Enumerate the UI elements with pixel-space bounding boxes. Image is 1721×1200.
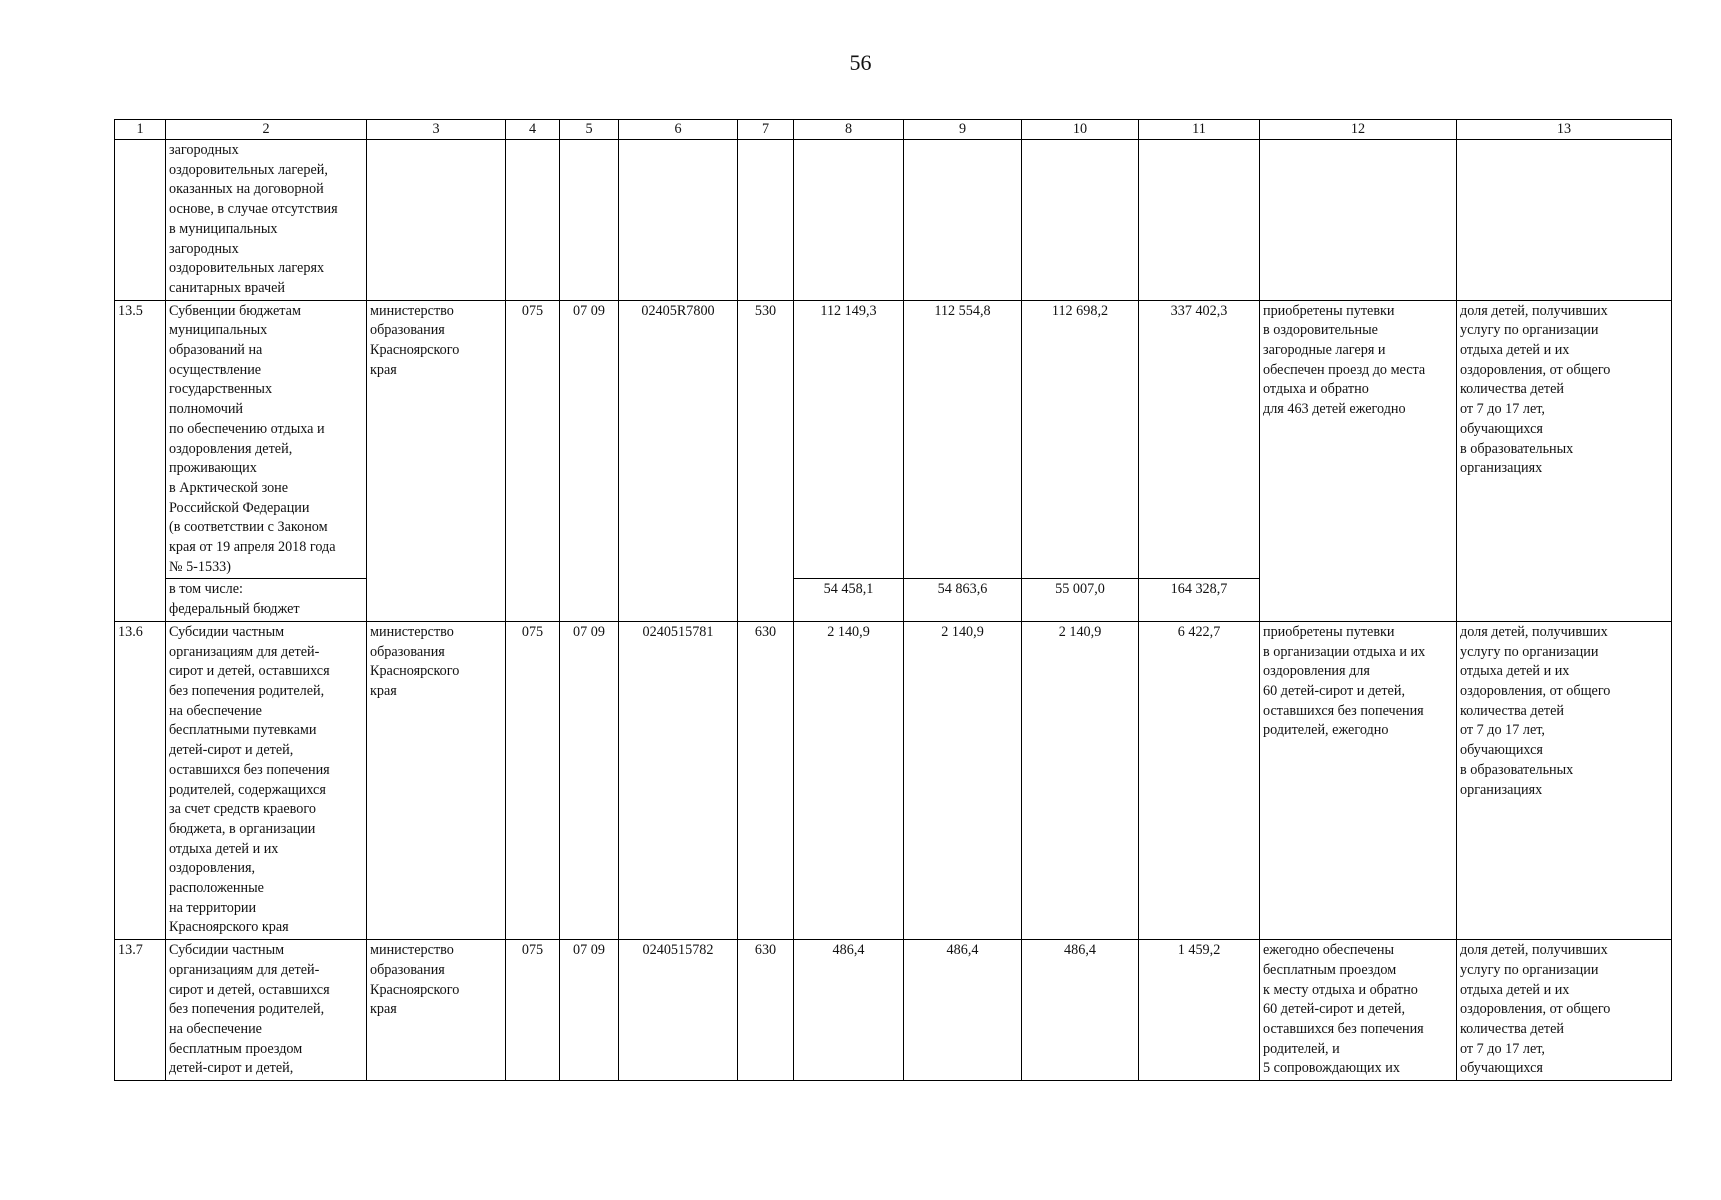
program-table (114, 119, 1672, 1081)
expected-result: ежегодно обеспечены бесплатным проездом к месту отдыха и обратно 60 детей-сирот и детей, оставшихся без попечения родителей, и 5 сопровождающих их (1260, 940, 1457, 1081)
code-empty (506, 579, 560, 621)
indicator: доля детей, получивших услугу по организации отдыха детей и их оздоровления, от общего количества детей от 7 до 17 лет, обучающихся в образовательных организациях (1457, 621, 1672, 939)
header-cell: 6 (619, 120, 738, 140)
value-total (1139, 140, 1260, 301)
header-cell: 12 (1260, 120, 1457, 140)
page-number: 56 (849, 50, 872, 75)
code-rzpr: 07 09 (560, 300, 619, 579)
value-year-3: 112 698,2 (1022, 300, 1139, 579)
code-csr: 02405R7800 (619, 300, 738, 579)
value-total: 337 402,3 (1139, 300, 1260, 579)
value-year-2: 112 554,8 (904, 300, 1022, 579)
agency-empty (367, 579, 506, 621)
value-year-3 (1022, 140, 1139, 301)
expected-result: приобретены путевки в оздоровительные загородные лагеря и обеспечен проезд до места отдыха и обратно для 463 детей ежегодно (1260, 300, 1457, 579)
code-vr: 630 (738, 940, 794, 1081)
value-total: 164 328,7 (1139, 579, 1260, 621)
header-cell: 13 (1457, 120, 1672, 140)
code-empty (560, 579, 619, 621)
indicator: доля детей, получивших услугу по организации отдыха детей и их оздоровления, от общего количества детей от 7 до 17 лет, обучающихся (1457, 940, 1672, 1081)
code-csr: 0240515782 (619, 940, 738, 1081)
header-row (115, 120, 1672, 140)
code-vr: 530 (738, 300, 794, 579)
indicator (1457, 140, 1672, 301)
table-row (115, 940, 1672, 1081)
value-year-1: 2 140,9 (794, 621, 904, 939)
agency: министерство образования Красноярского края (367, 621, 506, 939)
code-grbs: 075 (506, 940, 560, 1081)
table-row (115, 621, 1672, 939)
code-empty (619, 579, 738, 621)
code-grbs: 075 (506, 300, 560, 579)
value-year-1: 54 458,1 (794, 579, 904, 621)
value-year-2 (904, 140, 1022, 301)
result-empty (1260, 579, 1457, 621)
row-number-empty (115, 579, 166, 621)
header-cell: 8 (794, 120, 904, 140)
table-row (115, 140, 1672, 301)
header-cell: 2 (166, 120, 367, 140)
header-cell: 11 (1139, 120, 1260, 140)
code-csr (619, 140, 738, 301)
header-cell: 10 (1022, 120, 1139, 140)
value-year-1: 112 149,3 (794, 300, 904, 579)
row-number: 13.6 (115, 621, 166, 939)
subrow-name: в том числе: федеральный бюджет (166, 579, 367, 621)
code-csr: 0240515781 (619, 621, 738, 939)
header-cell: 7 (738, 120, 794, 140)
row-number: 13.7 (115, 940, 166, 1081)
code-vr: 630 (738, 621, 794, 939)
header-cell: 1 (115, 120, 166, 140)
value-year-3: 55 007,0 (1022, 579, 1139, 621)
value-year-3: 2 140,9 (1022, 621, 1139, 939)
header-cell: 4 (506, 120, 560, 140)
code-rzpr: 07 09 (560, 940, 619, 1081)
code-grbs (506, 140, 560, 301)
row-number (115, 140, 166, 301)
measure-name: загородных оздоровительных лагерей, оказанных на договорной основе, в случае отсутствия в муниципальных загородных оздоровительных лагерях санитарных врачей (166, 140, 367, 301)
header-cell: 5 (560, 120, 619, 140)
agency: министерство образования Красноярского края (367, 300, 506, 579)
measure-name: Субсидии частным организациям для детей- сирот и детей, оставшихся без попечения родителей, на обеспечение бесплатным проездом детей-сирот и детей, (166, 940, 367, 1081)
agency: министерство образования Красноярского края (367, 940, 506, 1081)
agency (367, 140, 506, 301)
code-empty (738, 579, 794, 621)
code-rzpr (560, 140, 619, 301)
code-grbs: 075 (506, 621, 560, 939)
code-vr (738, 140, 794, 301)
value-year-2: 2 140,9 (904, 621, 1022, 939)
value-total: 6 422,7 (1139, 621, 1260, 939)
expected-result (1260, 140, 1457, 301)
header-cell: 3 (367, 120, 506, 140)
expected-result: приобретены путевки в организации отдыха и их оздоровления для 60 детей-сирот и детей, оставшихся без попечения родителей, ежегодно (1260, 621, 1457, 939)
header-cell: 9 (904, 120, 1022, 140)
row-number: 13.5 (115, 300, 166, 579)
indicator-empty (1457, 579, 1672, 621)
value-year-1: 486,4 (794, 940, 904, 1081)
value-year-1 (794, 140, 904, 301)
value-year-2: 54 863,6 (904, 579, 1022, 621)
table-row (115, 300, 1672, 579)
measure-name: Субсидии частным организациям для детей- сирот и детей, оставшихся без попечения родителей, на обеспечение бесплатными путевками детей-сирот и детей, оставшихся без попечения родителей, содержащихся за счет средств краевого бюджета, в организации отдыха детей и их оздоровления, расположенные на территории Красноярского края (166, 621, 367, 939)
value-year-3: 486,4 (1022, 940, 1139, 1081)
code-rzpr: 07 09 (560, 621, 619, 939)
measure-name: Субвенции бюджетам муниципальных образований на осуществление государственных полномочий по обеспечению отдыха и оздоровления детей, проживающих в Арктической зоне Российской Федерации (в соответствии с Законом края от 19 апреля 2018 года № 5-1533) (166, 300, 367, 579)
table-subrow (115, 579, 1672, 621)
indicator: доля детей, получивших услугу по организации отдыха детей и их оздоровления, от общего количества детей от 7 до 17 лет, обучающихся в образовательных организациях (1457, 300, 1672, 579)
value-year-2: 486,4 (904, 940, 1022, 1081)
value-total: 1 459,2 (1139, 940, 1260, 1081)
